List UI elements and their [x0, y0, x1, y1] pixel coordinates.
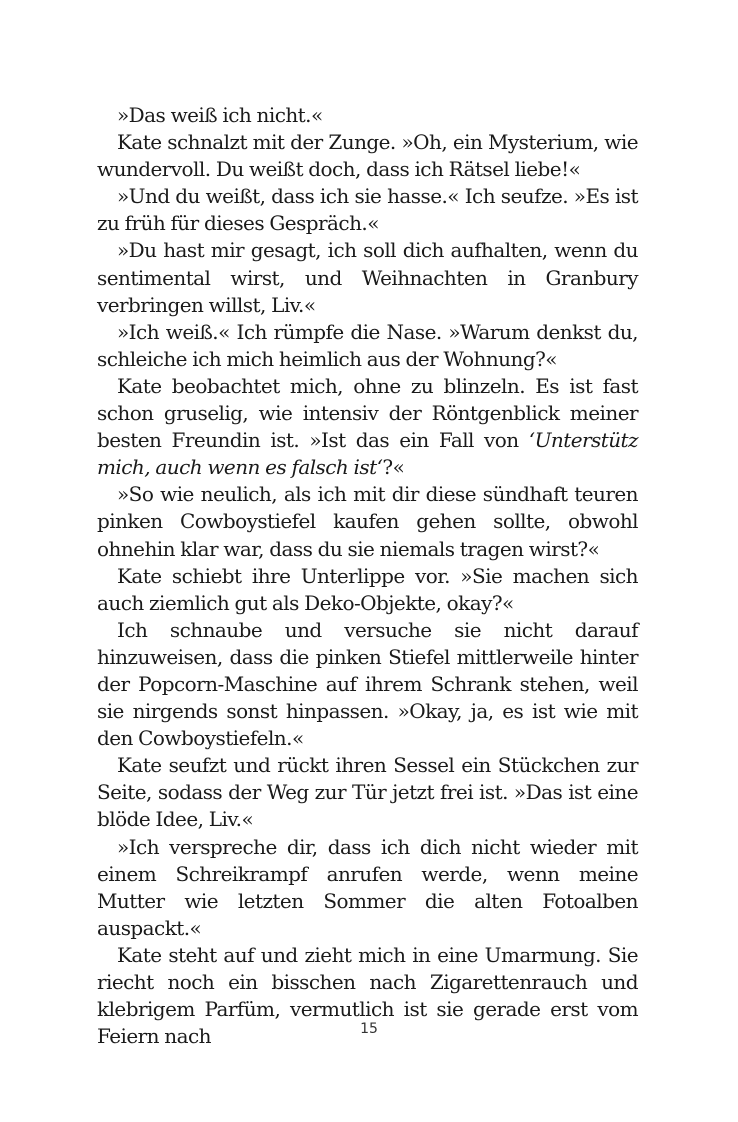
page-number: 15 [360, 1021, 378, 1037]
paragraph-6 [97, 373, 638, 481]
paragraph-8 [97, 563, 638, 617]
paragraph-11 [97, 834, 638, 942]
paragraph-3 [97, 183, 638, 237]
paragraph-text: Ich schnaube und versuche sie nicht darauf hinzuweisen, dass die pinken Stiefel mittlerweile hinter der Popcorn-Maschine auf ihrem Schrank stehen, weil sie nirgends sonst hinpassen. »Okay, ja, es ist wie mit den Cowboystiefeln.« [97, 617, 638, 751]
paragraph-text: Kate beobachtet mich, ohne zu blinzeln. Es ist fast schon gruselig, wie intensiv der Röntgenblick meiner besten Freundin ist. »Ist das ein Fall von [97, 373, 638, 453]
paragraph-10 [97, 752, 638, 833]
paragraph-text: »Ich weiß.« Ich rümpfe die Nase. »Warum denkst du, schleiche ich mich heimlich aus der Wohnung?« [97, 319, 638, 371]
paragraph-5 [97, 319, 638, 373]
paragraph-7 [97, 481, 638, 562]
paragraph-text: Kate seufzt und rückt ihren Sessel ein Stückchen zur Seite, sodass der Weg zur Tür jetzt frei ist. »Das ist eine blöde Idee, Liv.« [97, 753, 638, 832]
paragraph-text: »Und du weißt, dass ich sie hasse.« Ich seufze. »Es ist zu früh für dieses Gespräch.« [97, 184, 638, 236]
paragraph-text: Kate schnalzt mit der Zunge. »Oh, ein Mysterium, wie wundervoll. Du weißt doch, dass ich Rätsel liebe!« [97, 130, 638, 182]
paragraph-9 [97, 617, 638, 752]
paragraph-text: Kate schiebt ihre Unterlippe vor. »Sie machen sich auch ziemlich gut als Deko-Objekte, okay?« [97, 563, 638, 615]
paragraph-4 [97, 237, 638, 318]
body-text [97, 102, 638, 1050]
paragraph-text: »Ich verspreche dir, dass ich dich nicht wieder mit einem Schreikrampf anrufen werde, wenn meine Mutter wie letzten Sommer die alten Fotoalben auspackt.« [97, 834, 638, 940]
paragraph-2 [97, 129, 638, 183]
paragraph-text-end: ?« [382, 455, 405, 480]
paragraph-text: »Das weiß ich nicht.« [117, 103, 323, 127]
italic-quote: ‘Unterstütz mich, auch wenn es falsch ist‘ [97, 428, 638, 480]
paragraph-text: Kate steht auf und zieht mich in eine Umarmung. Sie riecht noch ein bisschen nach Zigarettenrauch und klebrigem Parfüm, vermutlich ist sie gerade erst vom Feiern nach [97, 942, 638, 1049]
paragraph-1 [97, 102, 638, 129]
paragraph-text: »So wie neulich, als ich mit dir diese sündhaft teuren pinken Cowboystiefel kaufen gehen sollte, obwohl ohnehin klar war, dass du sie niemals tragen wirst?« [97, 482, 638, 561]
paragraph-text: »Du hast mir gesagt, ich soll dich aufhalten, wenn du sentimental wirst, und Weihnachten in Granbury verbringen willst, Liv.« [97, 238, 638, 317]
